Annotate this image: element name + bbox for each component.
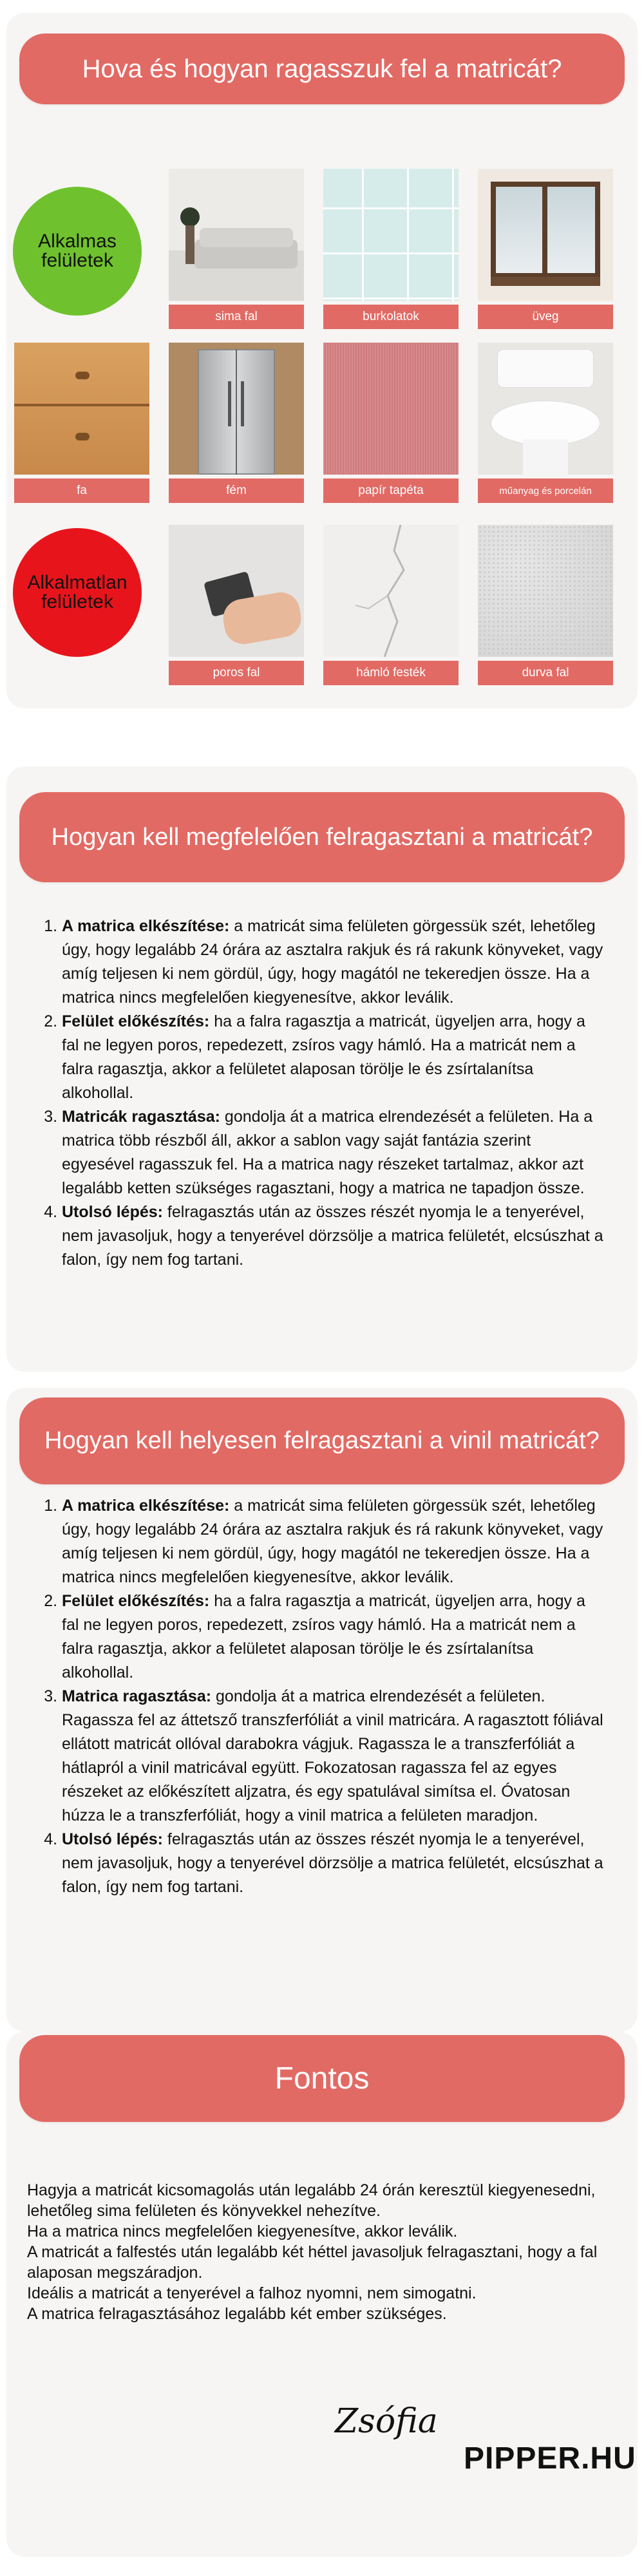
- step-item: [62, 914, 605, 1010]
- surface-tile-poros-fal: [169, 525, 304, 685]
- note-line: Ha a matrica nincs megfelelően kiegyenesítve, akkor leválik.: [27, 2222, 458, 2240]
- tiles-image: [323, 169, 459, 301]
- surface-caption: poros fal: [169, 661, 304, 685]
- step-text: ha a falra ragasztja a matricát, ügyeljen arra, hogy a fal ne legyen poros, repedezett, zsíros vagy hámló. Ha a matricát nem a falra ragasztja, akkor a felületet alaposan törölje le és zsírtalanítsa alkohollal.: [62, 1012, 585, 1102]
- step-item: [62, 1105, 605, 1200]
- surface-tile-hamlo-festek: [323, 525, 459, 685]
- surface-tile-burkolatok: [323, 169, 459, 329]
- suitable-surfaces-badge: [13, 187, 142, 316]
- unsuitable-surfaces-label: Alkalmatlan felületek: [27, 572, 128, 612]
- surface-tile-muanyag: [478, 343, 613, 503]
- step-item: [62, 1494, 605, 1589]
- surface-caption: fém: [169, 478, 304, 503]
- step-text: gondolja át a matrica elrendezését a felületen. Ha a matrica több részből áll, akkor a sablon vagy saját fantázia szerint egyesével ragasszuk fel. Ha a matrica nagy részeket tartalmaz, akkor azt legalább ketten szükséges ragasztani, hogy a matrica ne tapadjon össze.: [62, 1108, 593, 1197]
- step-item: [62, 1200, 605, 1272]
- wood-drawer-image: [14, 343, 149, 475]
- surface-caption: műanyag és porcelán: [478, 478, 613, 503]
- dusty-wall-image: [169, 525, 304, 657]
- surface-tile-fem: [169, 343, 304, 503]
- step-item: [62, 1010, 605, 1105]
- surfaces-title: Hova és hogyan ragasszuk fel a matricát?: [19, 33, 625, 104]
- brand-logo: PIPPER.HU: [464, 2441, 636, 2476]
- peeling-paint-image: [323, 525, 459, 657]
- surface-caption: üveg: [478, 305, 613, 329]
- vinyl-steps-list: [39, 1494, 605, 1899]
- step-heading: Felület előkészítés:: [62, 1592, 210, 1610]
- signature: Zsófia: [335, 2402, 438, 2441]
- step-heading: A matrica elkészítése:: [62, 1497, 230, 1515]
- step-text: felragasztás után az összes részét nyomja le a tenyerével, nem javasoljuk, hogy a tenyerével dörzsölje a matrica felületét, elcsúszhat a falon, így nem fog tartani.: [62, 1203, 603, 1269]
- step-item: [62, 1685, 605, 1828]
- wallpaper-image: [323, 343, 459, 475]
- surface-caption: hámló festék: [323, 661, 459, 685]
- rough-wall-image: [478, 525, 613, 657]
- important-notes: [27, 2180, 620, 2324]
- fridge-image: [169, 343, 304, 475]
- step-item: [62, 1589, 605, 1685]
- toilet-image: [478, 343, 613, 475]
- note-line: Ideális a matricát a tenyerével a falhoz nyomni, nem simogatni.: [27, 2284, 477, 2302]
- suitable-surfaces-label: Alkalmas felületek: [38, 231, 117, 271]
- note-line: Hagyja a matricát kicsomagolás után legalább 24 órán keresztül kiegyenesedni, lehetőleg sima felületen és könyvekkel nehezítve.: [27, 2181, 596, 2220]
- surface-caption: sima fal: [169, 305, 304, 329]
- step-text: a matricát sima felületen görgessük szét, lehetőleg úgy, hogy legalább 24 órára az asztalra rakjuk és rá rakunk könyveket, vagy amíg teljesen ki nem gördül, úgy, hogy magától ne tekeredjen össze. Ha a matrica nincs megfelelően kiegyenesítve, akkor leválik.: [62, 917, 603, 1007]
- surface-tile-fa: [14, 343, 149, 503]
- step-heading: Matricák ragasztása:: [62, 1108, 220, 1126]
- surface-caption: papír tapéta: [323, 478, 459, 503]
- step-heading: Felület előkészítés:: [62, 1012, 210, 1030]
- unsuitable-surfaces-badge: [13, 528, 142, 657]
- surface-tile-uveg: [478, 169, 613, 329]
- step-text: gondolja át a matrica elrendezését a felületen. Ragassza fel az áttetsző transzferfóliát a vinil matricára. A ragasztott fóliával ellátott matricát ollóval darabokra vágjuk. Ragassza le a transzferfóliát a hátlapról a vinil matricával együtt. Fokozatosan ragassza fel az egyes részeket az előkészített aljzatra, és egy spatulával simítsa el. Óvatosan húzza le a transzferfóliát, hogy a vinil matrica a felületen maradjon.: [62, 1687, 603, 1824]
- step-text: felragasztás után az összes részét nyomja le a tenyerével, nem javasoljuk, hogy a tenyerével dörzsölje a matrica felületét, elcsúszhat a falon, így nem fog tartani.: [62, 1830, 603, 1896]
- step-heading: A matrica elkészítése:: [62, 917, 230, 935]
- vinyl-instructions-title: Hogyan kell helyesen felragasztani a vinil matricát?: [19, 1397, 625, 1484]
- window-image: [478, 169, 613, 301]
- step-heading: Matrica ragasztása:: [62, 1687, 212, 1705]
- surface-caption: burkolatok: [323, 305, 459, 329]
- step-text: a matricát sima felületen görgessük szét, lehetőleg úgy, hogy legalább 24 órára az asztalra rakjuk és rá rakunk könyveket, vagy amíg teljesen ki nem gördül, úgy, hogy magától ne tekeredjen össze. Ha a matrica nincs megfelelően kiegyenesítve, akkor leválik.: [62, 1497, 603, 1586]
- sticker-instructions-title: Hogyan kell megfelelően felragasztani a matricát?: [19, 792, 625, 882]
- step-heading: Utolsó lépés:: [62, 1203, 163, 1221]
- surface-tile-sima-fal: [169, 169, 304, 329]
- surface-tile-papir-tapeta: [323, 343, 459, 503]
- sofa-wall-image: [169, 169, 304, 301]
- sticker-steps-list: [39, 914, 605, 1272]
- step-item: [62, 1828, 605, 1899]
- surface-caption: fa: [14, 478, 149, 503]
- surface-tile-durva-fal: [478, 525, 613, 685]
- note-line: A matrica felragasztásához legalább két ember szükséges.: [27, 2305, 447, 2323]
- note-line: A matricát a falfestés után legalább két héttel javasoljuk felragasztani, hogy a fal alaposan megszáradjon.: [27, 2243, 598, 2282]
- step-heading: Utolsó lépés:: [62, 1830, 163, 1848]
- step-text: ha a falra ragasztja a matricát, ügyeljen arra, hogy a fal ne legyen poros, repedezett, zsíros vagy hámló. Ha a matricát nem a falra ragasztja, akkor a felületet alaposan törölje le és zsírtalanítsa alkohollal.: [62, 1592, 585, 1681]
- important-title: Fontos: [19, 2035, 625, 2122]
- surface-caption: durva fal: [478, 661, 613, 685]
